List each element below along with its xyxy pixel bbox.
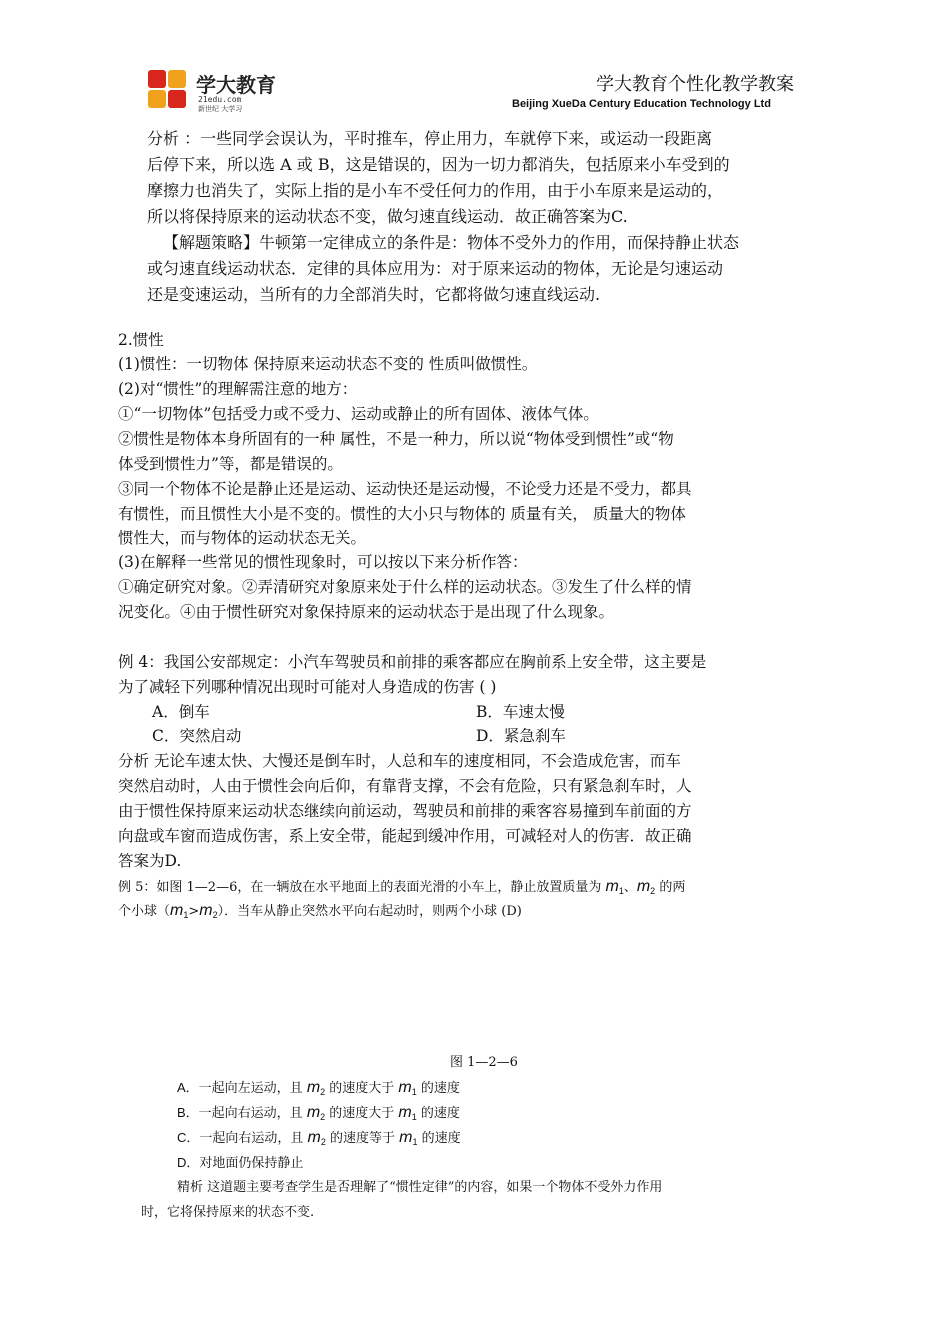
text: > — [188, 904, 200, 919]
figure-caption: 图 1—2—6 — [450, 1055, 518, 1070]
option-a — [177, 1076, 460, 1104]
header-title: 学大教育个性化教学教案 — [596, 74, 794, 95]
var-m: m — [605, 878, 619, 895]
text: 的速度 — [416, 1106, 460, 1121]
section-heading: 2.惯性 — [118, 331, 164, 349]
var-m: m — [306, 1079, 321, 1096]
inertia-line: 况变化。④由于惯性研究对象保持原来的运动状态于是出现了什么现象。 — [118, 603, 615, 621]
text: 对地面仍保持静止 — [199, 1156, 304, 1171]
logo-slogan-text: 新世纪 大学习 — [198, 105, 243, 112]
text: 的两 — [655, 880, 686, 895]
subscript: 1 — [183, 910, 189, 920]
analysis-line: 所以将保持原来的运动状态不变，做匀速直线运动．故正确答案为C. — [147, 207, 628, 226]
text: 一起向右运动，且 — [199, 1131, 308, 1146]
inertia-line: (1)惯性：一切物体 保持原来运动状态不变的 性质叫做惯性。 — [118, 355, 538, 373]
inertia-line: ②惯性是物体本身所固有的一种 属性，不是一种力，所以说“物体受到惯性”或“物 — [118, 430, 674, 448]
inertia-line: (2)对“惯性”的理解需注意的地方： — [118, 380, 358, 398]
text: 例 5：如图 1—2—6，在一辆放在水平地面上的表面光滑的小车上，静止放置质量为 — [118, 880, 606, 895]
text: 个小球（ — [118, 904, 171, 919]
text: 的速度大于 — [325, 1106, 399, 1121]
analysis-line: 答案为D. — [118, 852, 182, 870]
var-m: m — [398, 1104, 412, 1121]
analysis-line: 时，它将保持原来的状态不变. — [141, 1205, 315, 1220]
var-m: m — [636, 878, 651, 895]
subscript: 1 — [411, 1112, 417, 1122]
var-m: m — [199, 902, 213, 919]
question-line: 为了减轻下列哪种情况出现时可能对人身造成的伤害 ( ) — [118, 678, 497, 696]
header-subtitle: Beijing XueDa Century Education Technology Ltd — [512, 98, 771, 110]
analysis-line: 分析 无论车速太快、大慢还是倒车时，人总和车的速度相同，不会造成危害，而车 — [118, 752, 681, 770]
var-m: m — [306, 1104, 321, 1121]
analysis-line: 分析 ：一些同学会误认为，平时推车，停止用力，车就停下来，或运动一段距离 — [147, 129, 713, 148]
inertia-line: ③同一个物体不论是静止还是运动、运动快还是运动慢，不论受力还是不受力，都具 — [118, 480, 692, 498]
subscript: 2 — [320, 1112, 326, 1122]
option-a: A．倒车 — [152, 703, 210, 721]
var-m: m — [398, 1079, 412, 1096]
text: 的速度大于 — [325, 1081, 399, 1096]
inertia-line: ①确定研究对象。②弄清研究对象原来处于什么样的运动状态。③发生了什么样的情 — [118, 578, 692, 596]
logo-cn-text: 学大教育 — [196, 73, 276, 97]
text: 的速度 — [416, 1081, 460, 1096]
subscript: 2 — [320, 1137, 326, 1147]
strategy-line: 还是变速运动，当所有的力全部消失时，它都将做匀速直线运动. — [147, 285, 601, 304]
text: 的速度等于 — [325, 1131, 400, 1146]
option-c — [177, 1126, 461, 1154]
option-letter: B． — [177, 1105, 199, 1120]
option-d: D．紧急刹车 — [476, 727, 566, 745]
option-b: B．车速太慢 — [476, 703, 565, 721]
option-c: C．突然启动 — [152, 727, 242, 745]
inertia-line: 惯性大，而与物体的运动状态无关。 — [118, 529, 367, 547]
analysis-line: 精析 这道题主要考查学生是否理解了“惯性定律”的内容，如果一个物体不受外力作用 — [177, 1180, 663, 1195]
option-d — [177, 1151, 303, 1175]
subscript: 1 — [618, 886, 624, 896]
logo-url-text: 21edu.com — [198, 95, 242, 104]
question-line — [118, 899, 522, 927]
analysis-line: 摩擦力也消失了，实际上指的是小车不受任何力的作用，由于小车原来是运动的， — [147, 181, 724, 200]
text: 的速度 — [417, 1131, 461, 1146]
option-letter: C． — [177, 1130, 200, 1145]
subscript: 2 — [320, 1087, 326, 1097]
question-line: 例 4：我国公安部规定：小汽车驾驶员和前排的乘客都应在胸前系上安全带，这主要是 — [118, 653, 707, 671]
inertia-line: (3)在解释一些常见的惯性现象时，可以按以下来分析作答： — [118, 553, 528, 571]
subscript: 1 — [411, 1087, 417, 1097]
text: 一起向左运动，且 — [198, 1081, 307, 1096]
inertia-line: 体受到惯性力”等，都是错误的。 — [118, 455, 343, 473]
var-m: m — [307, 1129, 321, 1146]
inertia-line: 有惯性，而且惯性大小是不变的。惯性的大小只与物体的 质量有关， 质量大的物体 — [118, 505, 686, 523]
subscript: 1 — [412, 1137, 418, 1147]
var-m: m — [170, 902, 184, 919]
analysis-line: 由于惯性保持原来运动状态继续向前运动，驾驶员和前排的乘客容易撞到车前面的方 — [118, 802, 692, 820]
subscript: 2 — [650, 886, 656, 896]
var-m: m — [399, 1129, 413, 1146]
option-letter: D． — [177, 1155, 200, 1170]
xueda-logo — [146, 68, 306, 112]
strategy-line: 【解题策略】牛顿第一定律成立的条件是：物体不受外力的作用，而保持静止状态 — [163, 233, 740, 252]
text: 一起向右运动，且 — [198, 1106, 307, 1121]
analysis-line: 突然启动时，人由于惯性会向后仰，有靠背支撑，不会有危险，只有紧急刹车时，人 — [118, 777, 692, 795]
text: 、 — [623, 880, 637, 895]
subscript: 2 — [212, 910, 218, 920]
strategy-line: 或匀速直线运动状态．定律的具体应用为：对于原来运动的物体，无论是匀速运动 — [147, 259, 724, 278]
option-b — [177, 1101, 460, 1129]
analysis-line: 向盘或车窗而造成伤害，系上安全带，能起到缓冲作用，可减轻对人的伤害．故正确 — [118, 827, 692, 845]
text: ）．当车从静止突然水平向右起动时，则两个小球 (D) — [217, 904, 522, 919]
analysis-line: 后停下来，所以选 A 或 B，这是错误的，因为一切力都消失，包括原来小车受到的 — [147, 155, 730, 174]
option-letter: A． — [177, 1080, 199, 1095]
inertia-line: ①“一切物体”包括受力或不受力、运动或静止的所有固体、液体气体。 — [118, 405, 599, 423]
